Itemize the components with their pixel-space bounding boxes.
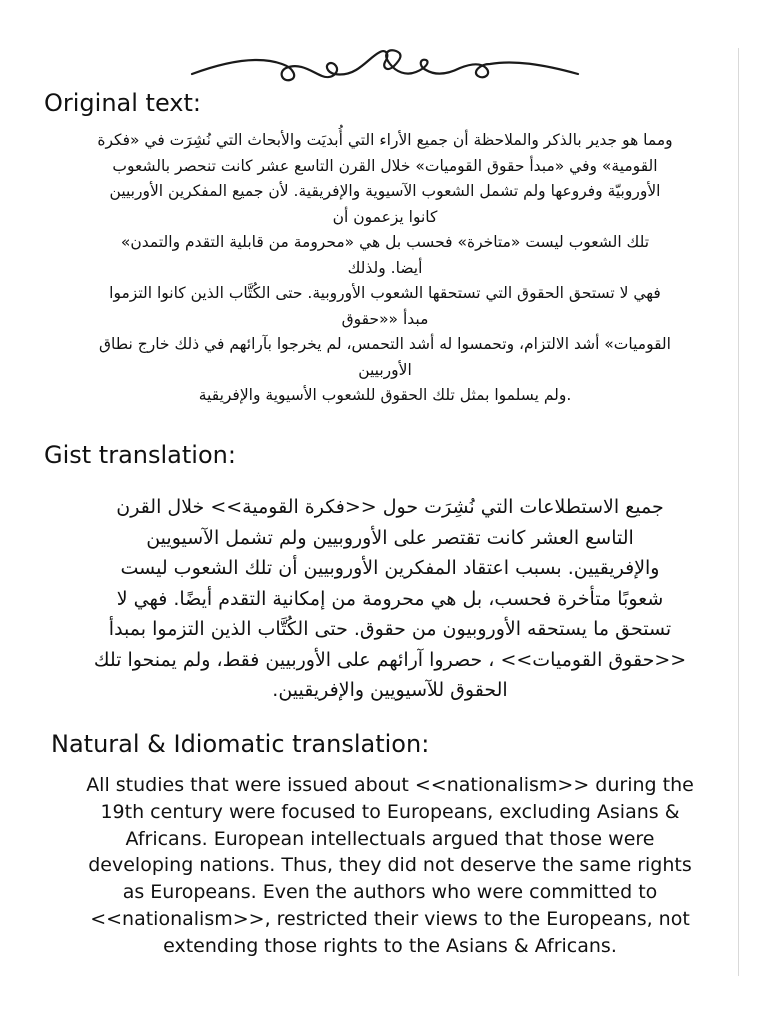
original-text-line: مبدأ ««حقوق: [341, 309, 429, 328]
flourish-divider-ornament: [190, 42, 580, 92]
natural-text-line: as Europeans. Even the authors who were committed to: [122, 881, 658, 904]
natural-text-line: 19th century were focused to Europeans, excluding Asians &: [100, 800, 680, 823]
original-text-line: الأوربيين: [358, 360, 412, 379]
natural-idiomatic-translation-heading: Natural & Idiomatic translation:: [51, 730, 430, 758]
gist-translation-heading: Gist translation:: [44, 441, 236, 469]
natural-text-line: Africans. European intellectuals argued that those were: [125, 827, 655, 850]
gist-arabic-text: [52, 492, 728, 706]
original-text-line: ومما هو جدير بالذكر والملاحظة أن جميع الأراء التي أُبديَت والأبحاث التي نُشِرَت في «فكرة: [97, 131, 673, 149]
original-text-line: كانوا يزعمون أن: [332, 207, 438, 226]
gist-text-line: جميع الاستطلاعات التي نُشِرَت حول <<فكرة القومية>> خلال القرن: [116, 496, 664, 518]
right-margin-rule: [738, 48, 739, 976]
gist-text-line: تستحق ما يستحقه الأوروبيون من حقوق. حتى الكُتَّاب الذين التزموا بمبدأ: [108, 618, 672, 640]
natural-text-line: <<nationalism>>, restricted their views to the Europeans, not: [90, 907, 690, 930]
gist-text-line: شعوبًا متأخرة فحسب، بل هي محرومة من إمكانية التقدم أيضًا. فهي لا: [116, 587, 664, 610]
original-arabic-text: [40, 128, 730, 409]
original-text-line: .ولم يسلموا بمثل تلك الحقوق للشعوب الأسيوية والإفريقية: [198, 386, 572, 404]
original-text-line: أيضا. ولذلك: [347, 258, 423, 277]
original-text-line: تلك الشعوب ليست «متاخرة» فحسب بل هي «محرومة من قابلية التقدم والتمدن»: [120, 233, 650, 251]
original-text-line: الأوروبيّة وفروعها ولم تشمل الشعوب الآسيوية والإفريقية. لأن جميع المفكرين الأوربيين: [109, 182, 661, 200]
original-text-line: القومية» وفي «مبدأ حقوق القوميات» خلال القرن التاسع عشر كانت تنحصر بالشعوب: [112, 156, 658, 175]
gist-text-line: الحقوق للآسيويين والإفريقيين.: [272, 679, 508, 701]
natural-english-text: [60, 772, 720, 960]
gist-text-line: <<حقوق القوميات>> ، حصروا آرائهم على الأوربيين فقط، ولم يمنحوا تلك: [93, 648, 687, 671]
original-text-line: القوميات» أشد الالتزام، وتحمسوا له أشد التحمس، لم يخرجوا بآرائهم في ذلك خارج نطاق: [99, 335, 671, 353]
gist-text-line: التاسع العشر كانت تقتصر على الأوروبيين ولم تشمل الآسيويين: [146, 526, 634, 549]
natural-text-line: developing nations. Thus, they did not deserve the same rights: [88, 854, 692, 877]
original-text-heading: Original text:: [44, 89, 201, 117]
natural-text-line: extending those rights to the Asians & Africans.: [163, 934, 617, 957]
natural-text-line: All studies that were issued about <<nationalism>> during the: [86, 774, 694, 796]
gist-text-line: والإفريقيين. بسبب اعتقاد المفكرين الأوروبيين أن تلك الشعوب ليست: [120, 557, 660, 579]
original-text-line: فهي لا تستحق الحقوق التي تستحقها الشعوب الأوروبية. حتى الكُتَّاب الذين كانوا التزموا: [109, 284, 661, 302]
